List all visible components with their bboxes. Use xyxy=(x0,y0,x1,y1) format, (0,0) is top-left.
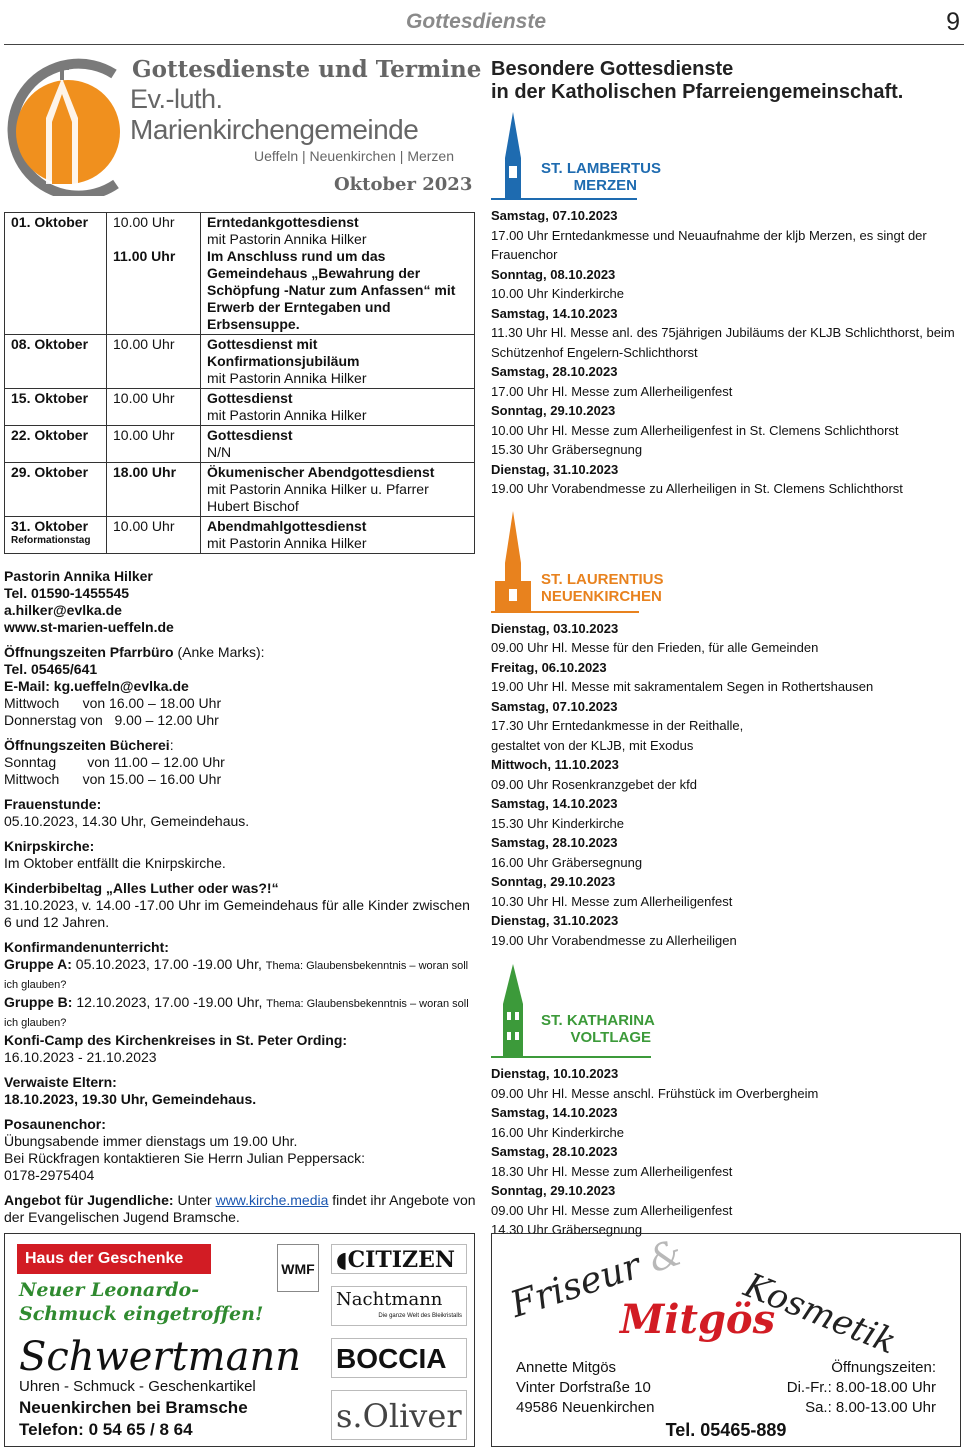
church-underline xyxy=(491,198,637,200)
list-item: Mittwoch, 11.10.2023 09.00 Uhr Rosenkranzgebet der kfd xyxy=(491,757,697,792)
ad-salon-name: Mitgös xyxy=(620,1296,776,1343)
citizen-logo: ◖CITIZEN xyxy=(331,1244,467,1274)
service-desc: Gottesdienst mit Konfirmationsjubiläum mit Pastorin Annika Hilker xyxy=(201,335,475,389)
service-time: 10.00 Uhr xyxy=(107,517,201,554)
list-item: Sonntag, 29.10.2023 10.30 Uhr Hl. Messe zum Allerheiligenfest xyxy=(491,874,733,909)
library-hours: Öffnungszeiten Bücherei: Sonntag von 11.00 – 12.00 Uhr Mittwoch von 15.00 – 16.00 Uhr xyxy=(4,737,225,787)
church-tower-icon xyxy=(491,112,535,204)
logo-line1: Gottesdienste und Termine xyxy=(132,56,482,83)
list-item: Samstag, 14.10.2023 15.30 Uhr Kinderkirche xyxy=(491,796,624,831)
left-column xyxy=(4,56,482,1234)
events-voltlage xyxy=(491,1064,961,1240)
list-item: Sonntag, 29.10.2023 09.00 Uhr Hl. Messe zum Allerheiligenfest 14.30 Uhr Gräbersegnung xyxy=(491,1183,733,1237)
ad-shop-name: Schwertmann xyxy=(19,1334,301,1380)
service-time: 10.00 Uhr xyxy=(107,389,201,426)
church-header-merzen xyxy=(491,112,961,206)
kirche-media-link[interactable]: www.kirche.media xyxy=(215,1192,329,1208)
section-title: Gottesdienste xyxy=(406,10,547,33)
table-row xyxy=(5,213,475,335)
church-header-neuenkirchen xyxy=(491,511,961,619)
parish-logo xyxy=(4,56,482,202)
ad-script-kosmetik: Kosmetik xyxy=(738,1265,902,1363)
verwaiste-eltern: Verwaiste Eltern: 18.10.2023, 19.30 Uhr, Gemeindehaus. xyxy=(4,1074,257,1107)
church-label: ST. LAMBERTUS MERZEN xyxy=(541,160,661,194)
nachtmann-logo: Nachtmann Die ganze Welt des Bleikristalls xyxy=(331,1286,467,1326)
list-item: Samstag, 07.10.2023 17.00 Uhr Erntedankmesse und Neuaufnahme der kljb Merzen, es singt der Frauenchor xyxy=(491,208,927,262)
contact-block: Pastorin Annika Hilker Tel. 01590-1455545 a.hilker@evlka.de www.st-marien-ueffeln.de xyxy=(4,568,174,635)
list-item: Freitag, 06.10.2023 19.00 Uhr Hl. Messe mit sakramentalem Segen in Rothertshausen xyxy=(491,659,874,694)
ad-phone: Tel. 05465-889 xyxy=(665,1420,787,1440)
boccia-logo: BOCCIA xyxy=(331,1338,467,1378)
list-item: Samstag, 28.10.2023 18.30 Uhr Hl. Messe zum Allerheiligenfest xyxy=(491,1144,733,1179)
service-time: 10.00 Uhr 11.00 Uhr xyxy=(107,213,201,335)
service-date: 31. Oktober Reformationstag xyxy=(5,517,107,554)
table-row xyxy=(5,426,475,463)
office-hours: Öffnungszeiten Pfarrbüro (Anke Marks): Tel. 05465/641 E-Mail: kg.ueffeln@evlka.de Mittwoch von 16.00 – 18.00 Uhr Donnerstag von 9.00 – 12.00 Uhr xyxy=(4,644,265,728)
logo-places: Ueffeln | Neuenkirchen | Merzen xyxy=(254,148,455,164)
kinderbibeltag: Kinderbibeltag „Alles Luther oder was?!“ 31.10.2023, v. 14.00 -17.00 Uhr im Gemeindehaus für alle Kinder zwischen 6 und 12 Jahren. xyxy=(4,880,470,930)
logo-month: Oktober 2023 xyxy=(334,174,473,195)
service-desc: Erntedankgottesdienst mit Pastorin Annika Hilker Im Anschluss rund um das Gemeindehaus „Bewahrung der Schöpfung -Natur zum Anfassen“ mit Erwerb der Erntegaben und Erbsensuppe. xyxy=(201,213,475,335)
ad-banner: Haus der Geschenke xyxy=(17,1244,211,1274)
citizen-mark-icon: ◖ xyxy=(336,1247,348,1273)
logo-line3: Marienkirchengemeinde xyxy=(130,114,419,145)
service-date: 29. Oktober xyxy=(5,463,107,517)
church-underline xyxy=(491,611,639,613)
page-number: 9 xyxy=(946,8,960,36)
ad-place: Neuenkirchen bei Bramsche xyxy=(19,1398,248,1417)
church-underline xyxy=(491,1056,651,1058)
events-neuenkirchen xyxy=(491,619,961,951)
church-logo-icon xyxy=(4,56,132,196)
church-header-voltlage xyxy=(491,964,961,1064)
list-item: Sonntag, 29.10.2023 10.00 Uhr Hl. Messe zum Allerheiligenfest in St. Clemens Schlichthorst 15.30 Uhr Gräbersegnung xyxy=(491,403,899,457)
header-rule xyxy=(4,44,964,45)
frauenstunde: Frauenstunde: 05.10.2023, 14.30 Uhr, Gemeindehaus. xyxy=(4,796,250,829)
ad-mitgoes xyxy=(491,1233,961,1447)
church-label: ST. LAURENTIUS NEUENKIRCHEN xyxy=(541,570,664,605)
events-merzen xyxy=(491,206,961,499)
church-tower-icon xyxy=(491,964,535,1060)
service-time: 10.00 Uhr xyxy=(107,335,201,389)
list-item: Samstag, 28.10.2023 17.00 Uhr Hl. Messe zum Allerheiligenfest xyxy=(491,364,733,399)
church-tower-icon xyxy=(491,511,535,615)
ad-phone: Telefon: 0 54 65 / 8 64 xyxy=(19,1420,193,1439)
list-item: Sonntag, 08.10.2023 10.00 Uhr Kinderkirche xyxy=(491,266,624,301)
service-time: 18.00 Uhr xyxy=(107,463,201,517)
ad-script-friseur: Friseur & xyxy=(505,1232,688,1326)
ad-schwertmann xyxy=(4,1233,475,1447)
service-desc: Gottesdienst mit Pastorin Annika Hilker xyxy=(201,389,475,426)
services-table xyxy=(4,212,475,554)
right-column xyxy=(491,58,961,1240)
service-date: 15. Oktober xyxy=(5,389,107,426)
service-desc: Abendmahlgottesdienst mit Pastorin Annika Hilker xyxy=(201,517,475,554)
parish-info xyxy=(4,568,478,1226)
ad-hours: Öffnungszeiten: Di.-Fr.: 8.00-18.00 Uhr Sa.: 8.00-13.00 Uhr xyxy=(786,1359,936,1416)
ad-address: Annette Mitgös Vinter Dorfstraße 10 49586 Neuenkirchen xyxy=(516,1359,655,1416)
catholic-title: Besondere Gottesdienste in der Katholischen Pfarreiengemeinschaft. xyxy=(491,58,904,103)
list-item: Samstag, 14.10.2023 11.30 Uhr Hl. Messe anl. des 75jährigen Jubiläums der KLJB Schlichthorst, beim Schützenhof Engelern-Schlichthorst xyxy=(491,305,955,360)
service-desc: Ökumenischer Abendgottesdienst mit Pastorin Annika Hilker u. Pfarrer Hubert Bischof xyxy=(201,463,475,517)
posaunenchor: Posaunenchor: Übungsabende immer dienstags um 19.00 Uhr. Bei Rückfragen kontaktieren Sie Herrn Julian Peppersack: 0178-2975404 xyxy=(4,1116,366,1183)
konfirmanden: Konfirmandenunterricht: Gruppe A: 05.10.2023, 17.00 -19.00 Uhr, Thema: Glaubensbekenntnis – woran soll ich glauben? Gruppe B: 12.10.2023, 17.00 -19.00 Uhr, Thema: Glaubensbekenntnis – woran soll ich glauben? Konfi-Camp des Kirchenkreises in St. Peter Ording: 16.10.2023 - 21.10.2023 xyxy=(4,939,469,1065)
service-date: 22. Oktober xyxy=(5,426,107,463)
list-item: Dienstag, 10.10.2023 09.00 Uhr Hl. Messe anschl. Frühstück im Overbergheim xyxy=(491,1066,819,1101)
page-header xyxy=(0,0,968,46)
logo-line2: Ev.-luth. xyxy=(130,84,223,114)
service-desc: Gottesdienst N/N xyxy=(201,426,475,463)
table-row xyxy=(5,463,475,517)
list-item: Dienstag, 31.10.2023 19.00 Uhr Vorabendmesse zu Allerheiligen in St. Clemens Schlichthorst xyxy=(491,461,903,496)
service-date: 08. Oktober xyxy=(5,335,107,389)
ad-slogan: Neuer Leonardo- Schmuck eingetroffen! xyxy=(19,1279,264,1325)
list-item: Samstag, 28.10.2023 16.00 Uhr Gräbersegnung xyxy=(491,835,643,870)
ad-subtitle: Uhren - Schmuck - Geschenkartikel xyxy=(19,1378,256,1395)
wmf-logo: WMF xyxy=(277,1244,319,1292)
list-item: Samstag, 07.10.2023 17.30 Uhr Erntedankmesse in der Reithalle, gestaltet von der KLJB, mit Exodus xyxy=(491,698,744,753)
knirpskirche: Knirpskirche: Im Oktober entfällt die Knirpskirche. xyxy=(4,838,226,871)
list-item: Dienstag, 03.10.2023 09.00 Uhr Hl. Messe für den Frieden, für alle Gemeinden xyxy=(491,620,819,655)
list-item: Samstag, 14.10.2023 16.00 Uhr Kinderkirche xyxy=(491,1105,624,1140)
service-time: 10.00 Uhr xyxy=(107,426,201,463)
list-item: Dienstag, 31.10.2023 19.00 Uhr Vorabendmesse zu Allerheiligen xyxy=(491,913,737,948)
table-row xyxy=(5,389,475,426)
table-row xyxy=(5,517,475,554)
service-date: 01. Oktober xyxy=(5,213,107,335)
jugend-angebot: Angebot für Jugendliche: Unter www.kirche.media findet ihr Angebote von der Evangelischen Jugend Bramsche. xyxy=(4,1192,476,1225)
church-label: ST. KATHARINA VOLTLAGE xyxy=(541,1012,655,1046)
table-row xyxy=(5,335,475,389)
soliver-logo: s.Oliver xyxy=(331,1390,467,1440)
